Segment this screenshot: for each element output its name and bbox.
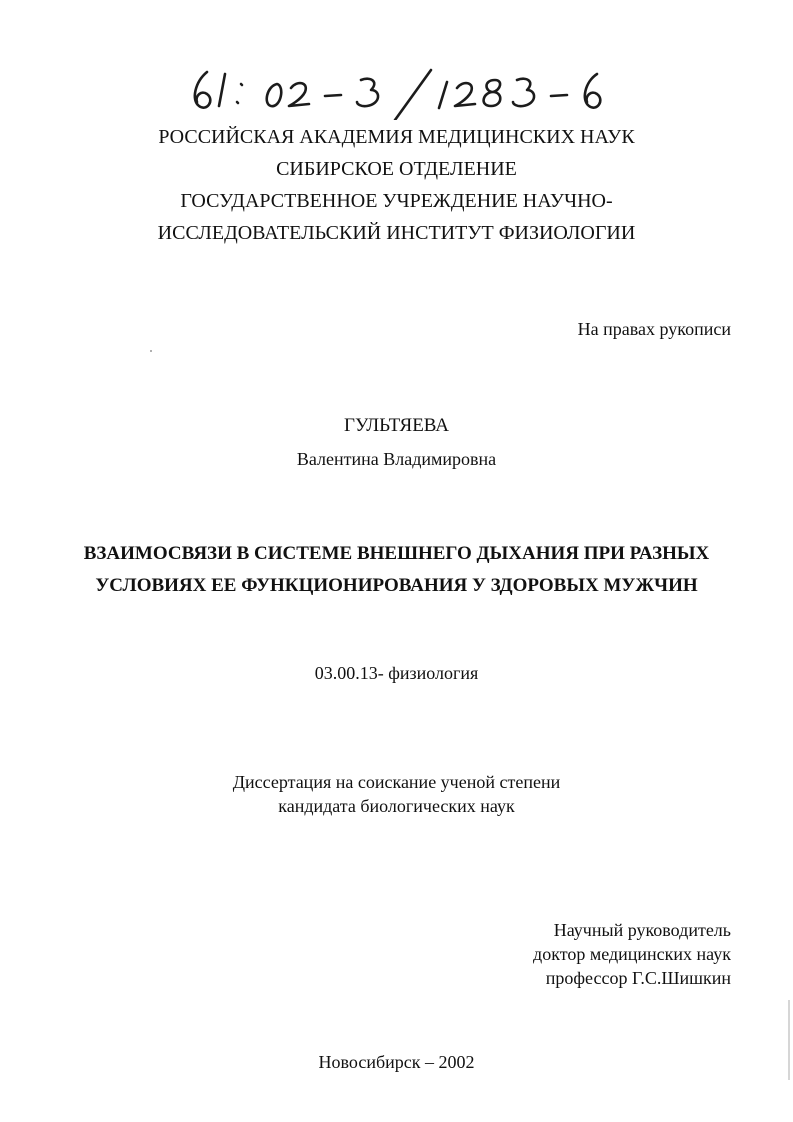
degree-line-1: Диссертация на соискание ученой степени	[232, 772, 561, 792]
author-surname: ГУЛЬТЯЕВА	[343, 415, 450, 436]
scan-speck	[150, 350, 152, 352]
institution-line-2: СИБИРСКОЕ ОТДЕЛЕНИЕ	[276, 158, 517, 180]
dissertation-title-line-1: ВЗАИМОСВЯЗИ В СИСТЕМЕ ВНЕШНЕГО ДЫХАНИЯ ПРИ РАЗНЫХ	[83, 543, 710, 564]
supervisor-line-2: доктор медицинских наук	[533, 944, 731, 964]
place-and-year: Новосибирск – 2002	[318, 1052, 475, 1072]
institution-line-1: РОССИЙСКАЯ АКАДЕМИЯ МЕДИЦИНСКИХ НАУК	[158, 126, 635, 148]
dissertation-title-line-2: УСЛОВИЯХ ЕЕ ФУНКЦИОНИРОВАНИЯ У ЗДОРОВЫХ МУЖЧИН	[95, 575, 698, 596]
institution-line-3: ГОСУДАРСТВЕННОЕ УЧРЕЖДЕНИЕ НАУЧНО-	[180, 190, 613, 212]
supervisor-line-1: Научный руководитель	[553, 920, 731, 940]
scan-edge	[788, 1000, 790, 1080]
handwritten-archive-mark	[185, 60, 625, 120]
author-given-names: Валентина Владимировна	[296, 449, 497, 469]
supervisor-line-3: профессор Г.С.Шишкин	[545, 968, 731, 988]
institution-line-4: ИССЛЕДОВАТЕЛЬСКИЙ ИНСТИТУТ ФИЗИОЛОГИИ	[157, 222, 636, 244]
degree-line-2: кандидата биологических наук	[278, 796, 515, 816]
specialty-code: 03.00.13- физиология	[314, 663, 479, 683]
manuscript-note: На правах рукописи	[577, 319, 731, 339]
